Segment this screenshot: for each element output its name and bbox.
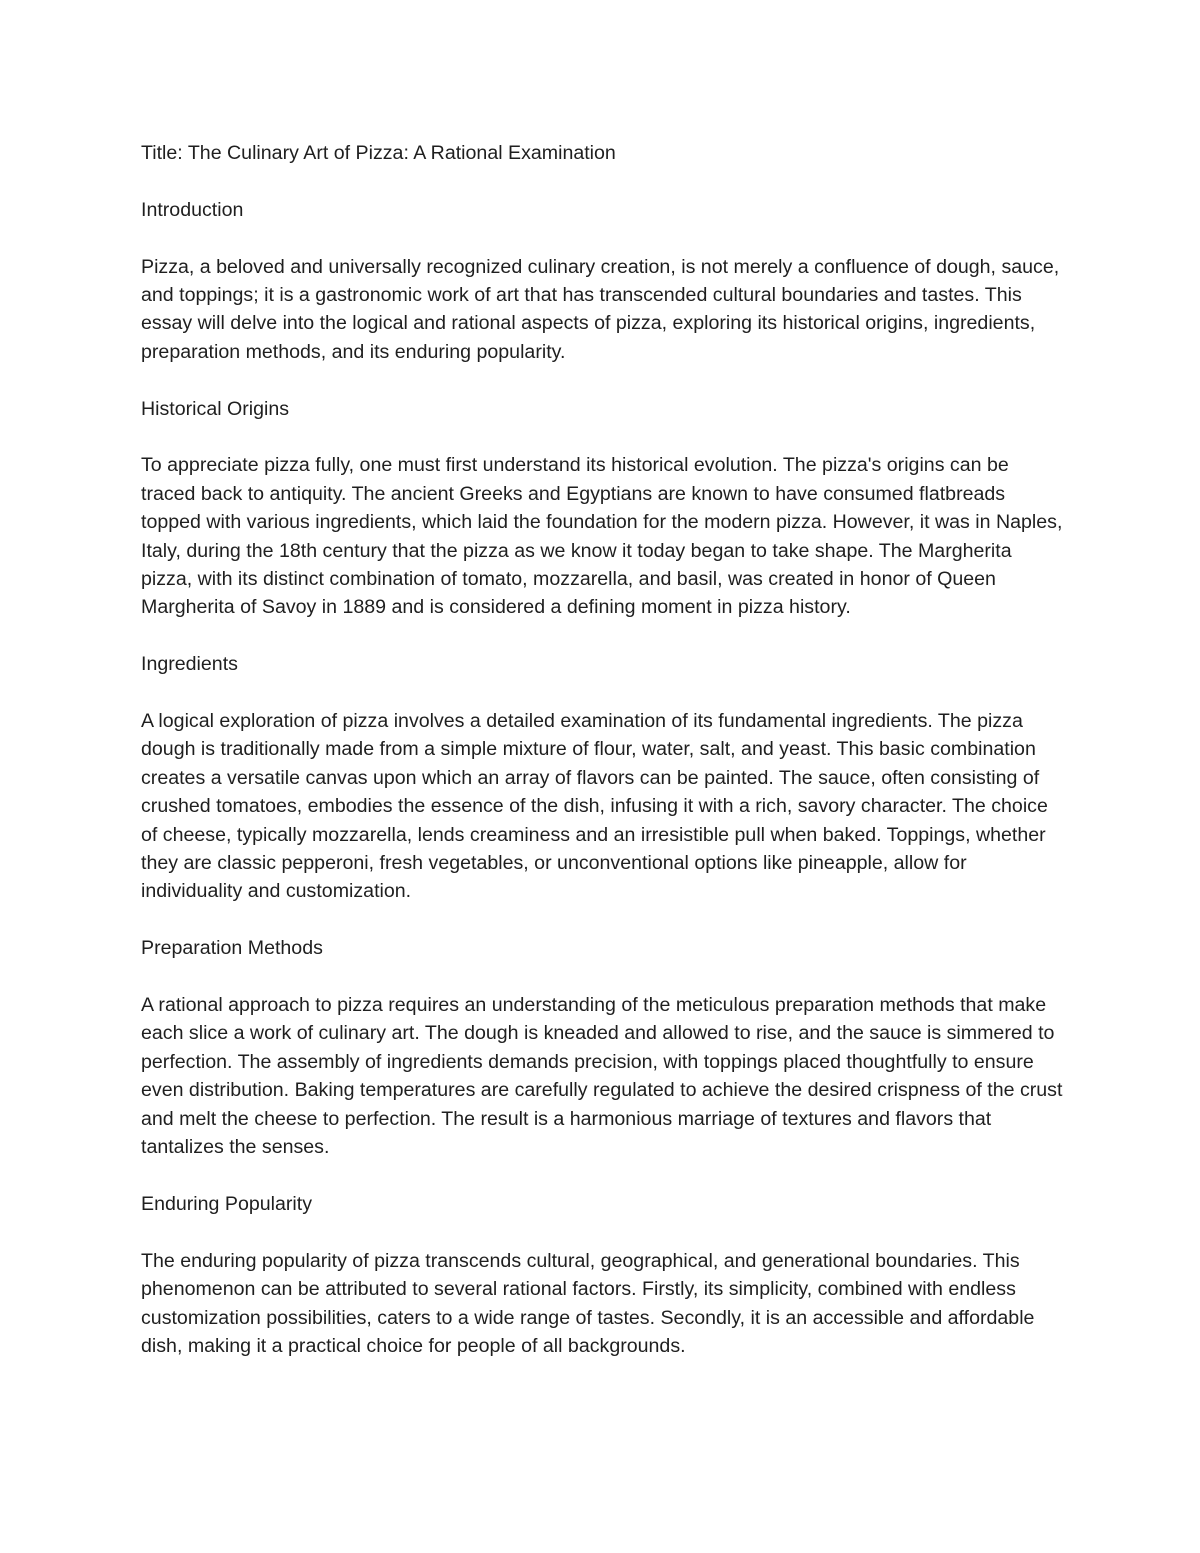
section-body-ingredients: A logical exploration of pizza involves a detailed examination of its fundamental ingredients. The pizza dough is traditionally made from a simple mixture of flour, water, salt, and yeast. This basic combination creates a versatile canvas upon which an array of flavors can be painted. The sauce, often consisting of crushed tomatoes, embodies the essence of the dish, infusing it with a rich, savory character. The choice of cheese, typically mozzarella, lends creaminess and an irresistible pull when baked. Toppings, whether they are classic pepperoni, fresh vegetables, or unconventional options like pineapple, allow for individuality and customization. xyxy=(141,710,1048,903)
document-body xyxy=(141,139,1066,1360)
document-title: Title: The Culinary Art of Pizza: A Rational Examination xyxy=(141,142,616,164)
section-body-enduring-popularity: The enduring popularity of pizza transcends cultural, geographical, and generational boundaries. This phenomenon can be attributed to several rational factors. Firstly, its simplicity, combined with endless customization possibilities, caters to a wide range of tastes. Secondly, it is an accessible and affordable dish, making it a practical choice for people of all backgrounds. xyxy=(141,1249,1035,1357)
section-heading-introduction: Introduction xyxy=(141,198,244,221)
section-heading-ingredients: Ingredients xyxy=(141,653,238,676)
section-body-historical-origins: To appreciate pizza fully, one must first understand its historical evolution. The pizza's origins can be traced back to antiquity. The ancient Greeks and Egyptians are known to have consumed flatbreads topped with various ingredients, which laid the foundation for the modern pizza. However, it was in Naples, Italy, during the 18th century that the pizza as we know it today began to take shape. The Margherita pizza, with its distinct combination of tomato, mozzarella, and basil, was created in honor of Queen Margherita of Savoy in 1889 and is considered a defining moment in pizza history. xyxy=(141,454,1063,619)
section-body-preparation-methods: A rational approach to pizza requires an understanding of the meticulous preparation methods that make each slice a work of culinary art. The dough is kneaded and allowed to rise, and the sauce is simmered to perfection. The assembly of ingredients demands precision, with toppings placed thoughtfully to ensure even distribution. Baking temperatures are carefully regulated to achieve the desired crispness of the crust and melt the cheese to perfection. The result is a harmonious marriage of textures and flavors that tantalizes the senses. xyxy=(141,994,1063,1159)
section-heading-preparation-methods: Preparation Methods xyxy=(141,937,323,960)
section-heading-enduring-popularity: Enduring Popularity xyxy=(141,1192,313,1215)
section-heading-historical-origins: Historical Origins xyxy=(141,397,290,420)
section-body-introduction: Pizza, a beloved and universally recognized culinary creation, is not merely a confluence of dough, sauce, and toppings; it is a gastronomic work of art that has transcended cultural boundaries and tastes. This essay will delve into the logical and rational aspects of pizza, exploring its historical origins, ingredients, preparation methods, and its enduring popularity. xyxy=(141,255,1060,363)
